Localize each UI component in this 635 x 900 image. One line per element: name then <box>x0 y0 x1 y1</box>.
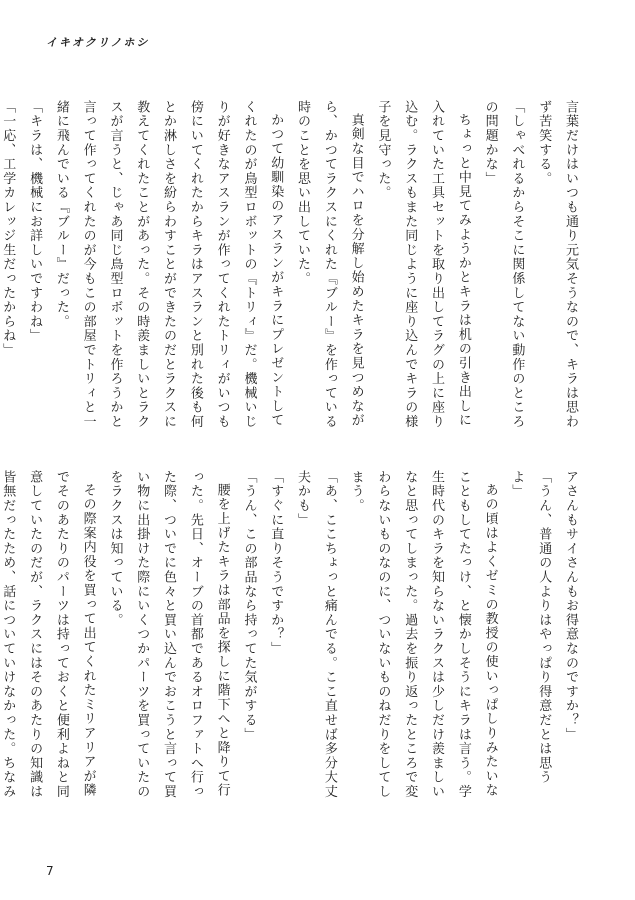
body-text-bottom <box>0 470 583 806</box>
paragraph: アさんもサイさんもお得意なのですか？」 <box>563 470 578 742</box>
paragraph: 「あ、ここちょっと痛んでる。ここ直せば多分大丈夫かも」 <box>295 470 337 799</box>
paragraph: 真剣な目でハロを分解し始めたキラを見つめながら、かつてラクスにくれた『ブルー』を作っている時のことを思い出していた。 <box>295 100 364 429</box>
paragraph: 「うん、普通の人よりはやっぱり得意だとは思うよ」 <box>509 470 552 785</box>
paragraph: 言葉だけはいつも通り元気そうなので、キラは思わず苦笑する。 <box>536 100 578 429</box>
paragraph: かつて幼馴染のアスランがキラにプレゼントしてくれたのが鳥型ロボットの『トリィ』だ。機械いじりが好きなアスランが作ってくれたトリィがいつも傍にいてくれたからキラはアスランと別れた後も何とか淋しさを紛らわすことができたのだとラクスに教えてくれたことがあった。その時羨ましいとラクスが言うと、じゃあ同じ鳥型ロボットを作ろうかと言って作ってくれたのが今もこの部屋でトリィと一緒に飛んでいる『ブルー』だった。 <box>53 100 284 429</box>
running-header: イキオクリノホシ <box>46 36 150 49</box>
body-text-top <box>0 100 583 436</box>
paragraph: 腰を上げたキラは部品を探しに階下へと降りて行った。先日、オーブの首都であるオロファトへ行った際、ついでに色々と買い込んでおこうと言って買い物に出掛けた際にいくつかパーツを買っていたのをラクスは知っている。 <box>107 470 230 799</box>
paragraph: あの頃はよくゼミの教授の使いっぱしりみたいなこともしてたっけ、と懐かしそうにキラは言う。学生時代のキラを知らないラクスは少しだけ羨ましいなと思ってしまった。過去を振り返ったところで変わらないものなのに、ついないものねだりをしてしまう。 <box>348 470 498 799</box>
paragraph: 「うん、この部品なら持ってた気がする」 <box>241 470 257 742</box>
paragraph: 「キラは、機械にお詳しいですわね」 <box>27 100 43 344</box>
paragraph: その際案内役を買って出てくれたミリアリアが隣でそのあたりのパーツは持っておくと便利よねと同意していたのだが、ラクスにはそのあたりの知識は皆無だったため、話についていけなかった。ちなみ <box>0 470 96 799</box>
paragraph: 「一応、工学カレッジ生だったからね」 <box>0 100 16 358</box>
paragraph: ちょっと中見てみようかとキラは机の引き出しに入れていた工具セットを取り出してラグの上に座り込む。ラクスもまた同じように座り込んでキラの様子を見守った。 <box>375 100 471 429</box>
paragraph: 「すぐに直りそうですか？」 <box>268 470 284 656</box>
page-number: 7 <box>46 864 54 878</box>
paragraph: 「しゃべれるからそこに関係してない動作のところの問題かな」 <box>482 100 525 429</box>
